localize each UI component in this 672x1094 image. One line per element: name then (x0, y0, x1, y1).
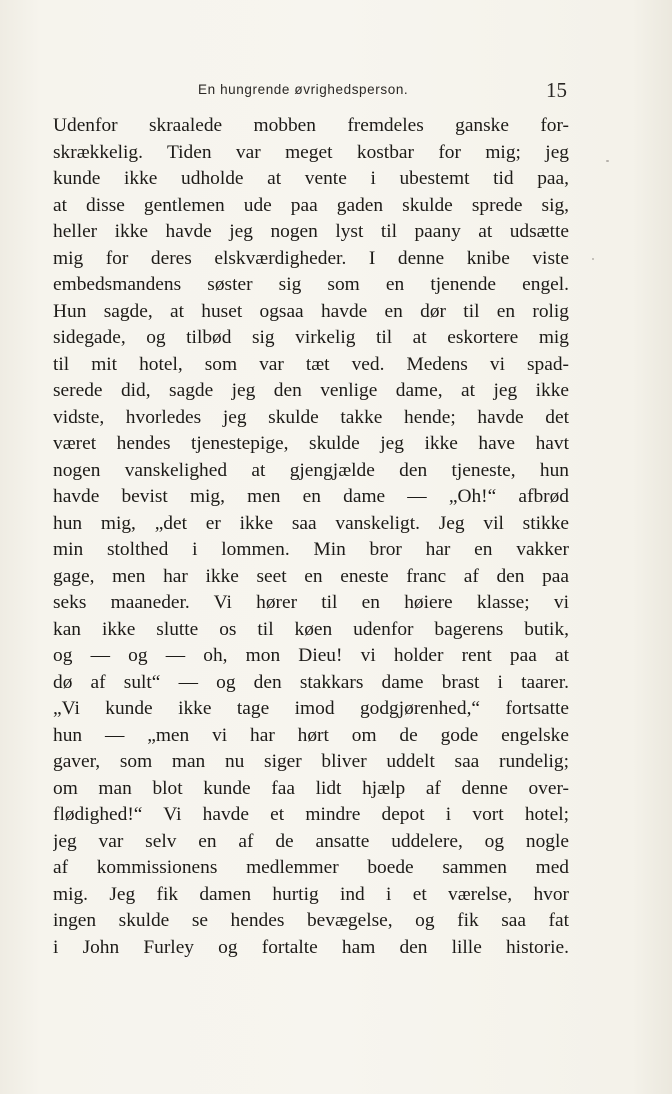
text-line: havde bevist mig, men en dame — „Oh!“ afbrød (53, 486, 569, 507)
paper-speck (592, 258, 594, 260)
text-line: i John Furley og fortalte ham den lille historie. (53, 936, 569, 958)
text-line: serede did, sagde jeg den venlige dame, at jeg ikke (53, 380, 569, 401)
text-line: seks maaneder. Vi hører til en høiere klasse; vi (53, 592, 569, 613)
text-line: embedsmandens søster sig som en tjenende engel. (53, 274, 569, 295)
text-line: min stolthed i lommen. Min bror har en vakker (53, 539, 569, 560)
text-line: hun mig, „det er ikke saa vanskeligt. Jeg vil stikke (53, 512, 569, 534)
text-line: „Vi kunde ikke tage imod godgjørenhed,“ fortsatte (53, 698, 569, 719)
text-line: til mit hotel, som var tæt ved. Medens vi spad- (53, 353, 569, 375)
text-line: skrækkelig. Tiden var meget kostbar for mig; jeg (53, 141, 569, 163)
text-line: heller ikke havde jeg nogen lyst til paany at udsætte (53, 221, 569, 242)
text-line: ingen skulde se hendes bevægelse, og fik saa fat (53, 910, 569, 931)
text-line: at disse gentlemen ude paa gaden skulde sprede sig, (53, 194, 569, 216)
text-line: og — og — oh, mon Dieu! vi holder rent paa at (53, 645, 569, 666)
text-line: jeg var selv en af de ansatte uddelere, og nogle (53, 830, 569, 852)
text-line: Hun sagde, at huset ogsaa havde en dør til en rolig (53, 300, 569, 322)
text-line: nogen vanskelighed at gjengjælde den tjeneste, hun (53, 459, 569, 481)
text-line: vidste, hvorledes jeg skulde takke hende; havde det (53, 406, 569, 428)
text-line: mig. Jeg fik damen hurtig ind i et værelse, hvor (53, 883, 569, 905)
text-line: mig for deres elskværdigheder. I denne knibe viste (53, 247, 569, 269)
text-line: kunde ikke udholde at vente i ubestemt tid paa, (53, 168, 569, 189)
text-line: gaver, som man nu siger bliver uddelt saa rundelig; (53, 751, 569, 772)
body-text (53, 113, 569, 961)
text-line: af kommissionens medlemmer boede sammen med (53, 857, 569, 878)
text-line: dø af sult“ — og den stakkars dame brast i taarer. (53, 671, 569, 693)
running-head (0, 80, 672, 104)
running-title: En hungrende øvrighedsperson. (198, 82, 409, 97)
paper-speck (606, 160, 609, 162)
text-line: flødighed!“ Vi havde et mindre depot i vort hotel; (53, 804, 569, 825)
text-line: hun — „men vi har hørt om de gode engelske (53, 724, 569, 746)
text-line: sidegade, og tilbød sig virkelig til at eskortere mig (53, 327, 569, 348)
page-number: 15 (546, 78, 567, 102)
text-line: om man blot kunde faa lidt hjælp af denne over- (53, 777, 569, 799)
text-line: været hendes tjenestepige, skulde jeg ikke have havt (53, 433, 569, 454)
text-line: Udenfor skraalede mobben fremdeles ganske for- (53, 115, 569, 136)
text-line: kan ikke slutte os til køen udenfor bagerens butik, (53, 618, 569, 640)
text-line: gage, men har ikke seet en eneste franc af den paa (53, 565, 569, 587)
